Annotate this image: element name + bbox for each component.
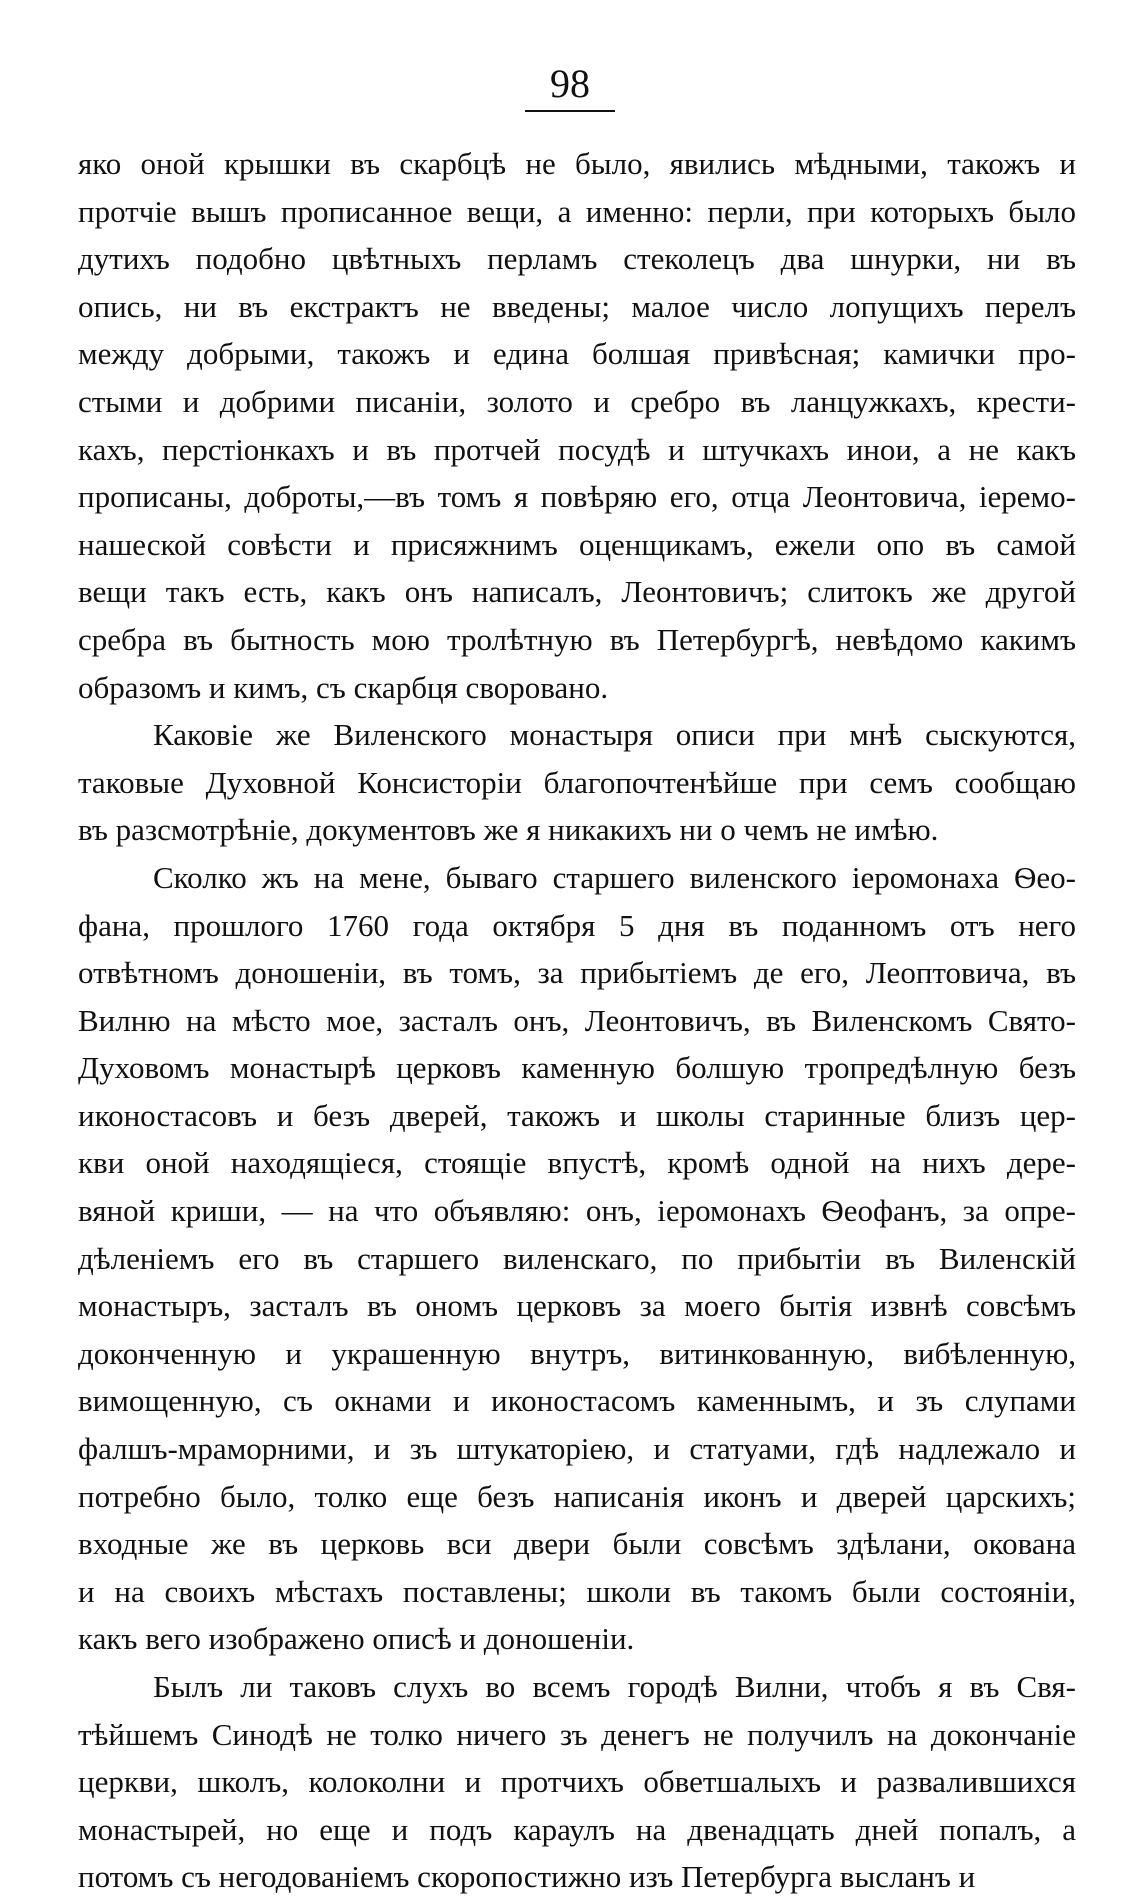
text-line: протчіе вышъ прописанное вещи, а именно: перли, при которыхъ было <box>78 193 1076 229</box>
text-line: тѣйшемъ Синодѣ не толко ничего зъ денегъ не получилъ на докончаніе <box>78 1716 1076 1752</box>
text-line: Сколко жъ на мене, бываго старшего виленского іеромонаха Ѳео- <box>153 859 1076 895</box>
text-line: входные же въ церковь вси двери были совсѣмъ здѣлани, окована <box>78 1526 1076 1562</box>
text-line: опись, ни въ екстрактъ не введены; малое число лопущихъ перелъ <box>78 288 1076 324</box>
text-line: нашеской совѣсти и присяжнимъ оценщикамъ, ежели опо въ самой <box>78 526 1076 562</box>
text-line: Былъ ли таковъ слухъ во всемъ городѣ Вилни, чтобъ я въ Свя- <box>153 1669 1076 1704</box>
text-line: вяной криши, — на что объявляю: онъ, іеромонахъ Ѳеофанъ, за опре- <box>78 1193 1076 1229</box>
text-line: таковые Духовной Консисторіи благопочтенѣйше при семъ сообщаю <box>78 764 1076 800</box>
text-line: Каковіе же Виленского монастыря описи при мнѣ сыскуются, <box>153 717 1076 753</box>
text-line: сребра въ бытность мою тролѣтную въ Петербургѣ, невѣдомо какимъ <box>78 621 1076 657</box>
text-line: Духовомъ монастырѣ церковъ каменную болшую тропредѣлную безъ <box>78 1050 1076 1086</box>
paragraph <box>78 711 1076 854</box>
text-line: стыми и добрими писаніи, золото и сребро въ ланцужкахъ, крести- <box>78 383 1076 419</box>
text-line: кви оной находящіеся, стоящіе впустѣ, кромѣ одной на нихъ дере- <box>78 1145 1076 1181</box>
text-line: дѣленіемъ его въ старшего виленскаго, по прибытіи въ Виленскій <box>78 1240 1076 1276</box>
text-line: фалшъ-мраморними, и зъ штукаторіею, и статуами, гдѣ надлежало и <box>78 1431 1076 1467</box>
paragraph <box>78 1663 1076 1901</box>
text-line: фана, прошлого 1760 года октября 5 дня въ поданномъ отъ него <box>78 907 1076 943</box>
text-line: какъ вего изображено описѣ и доношеніи. <box>78 1621 635 1657</box>
text-line: образомъ и кимъ, съ скарбця своровано. <box>78 669 609 705</box>
text-line: вещи такъ есть, какъ онъ написалъ, Леонтовичъ; слитокъ же другой <box>78 574 1076 610</box>
page-number-rule <box>525 110 615 112</box>
text-line: потомъ съ негодованіемъ скоропостижно изъ Петербурга высланъ и <box>78 1859 976 1895</box>
text-line: между добрыми, такожъ и едина болшая привѣсная; камички про- <box>78 336 1076 372</box>
text-line: вимощенную, съ окнами и иконостасомъ каменнымъ, и зъ слупами <box>78 1383 1076 1419</box>
page-header <box>0 60 1140 108</box>
text-line: и на своихъ мѣстахъ поставлены; школи въ такомъ были состояніи, <box>78 1573 1076 1609</box>
text-line: яко оной крышки въ скарбцѣ не было, явились мѣдными, такожъ и <box>78 146 1076 181</box>
page-number: 98 <box>550 61 590 106</box>
paragraph <box>78 854 1076 1663</box>
text-line: церкви, школъ, колоколни и протчихъ обветшалыхъ и развалившихся <box>78 1764 1076 1800</box>
text-line: монастыръ, засталъ въ ономъ церковъ за моего бытія извнѣ совсѣмъ <box>78 1288 1076 1324</box>
text-line: иконостасовъ и безъ дверей, такожъ и школы старинные близъ цер- <box>78 1097 1076 1133</box>
text-line: кахъ, перстіонкахъ и въ протчей посудѣ и штучкахъ инои, а не какъ <box>78 431 1076 467</box>
text-line: отвѣтномъ доношеніи, въ томъ, за прибытіемъ де его, Леоптовича, въ <box>78 955 1076 991</box>
text-line: прописаны, доброты,—въ томъ я повѣряю его, отца Леонтовича, іеремо- <box>78 479 1076 515</box>
text-line: дутихъ подобно цвѣтныхъ перламъ стеколецъ два шнурки, ни въ <box>78 241 1076 277</box>
text-line: монастырей, но еще и подъ караулъ на двенадцать дней попалъ, а <box>78 1811 1076 1847</box>
paragraph <box>78 140 1076 711</box>
text-line: потребно было, толко еще безъ написанія иконъ и дверей царскихъ; <box>78 1478 1076 1514</box>
text-line: доконченную и украшенную внутръ, витинкованную, вибѣленную, <box>78 1335 1076 1371</box>
text-line: Вилню на мѣсто мое, засталъ онъ, Леонтовичъ, въ Виленскомъ Свято- <box>78 1002 1076 1038</box>
text-line: въ разсмотрѣніе, документовъ же я никакихъ ни о чемъ не имѣю. <box>78 812 939 848</box>
body-text <box>78 140 1076 1901</box>
